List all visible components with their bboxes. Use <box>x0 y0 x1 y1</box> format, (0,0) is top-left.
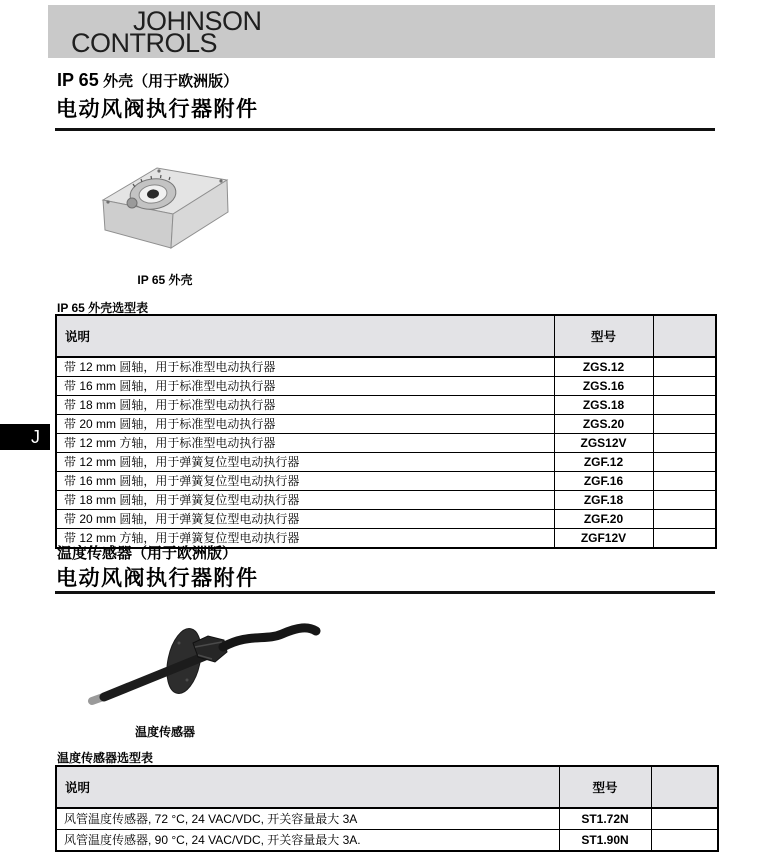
section2-divider-rule <box>55 591 715 594</box>
model-cell: ST1.72N <box>559 808 651 830</box>
model-cell: ZGS.12 <box>554 357 653 377</box>
description-cell: 带 18 mm 圆轴，用于标准型电动执行器 <box>56 396 554 415</box>
model-cell: ZGF12V <box>554 529 653 549</box>
model-cell: ZGF.16 <box>554 472 653 491</box>
ip65-enclosure-caption: IP 65 外壳 <box>137 273 193 287</box>
spring-return-actuator-rows <box>56 453 716 549</box>
logo-text-johnson: JOHNSON <box>133 6 262 36</box>
table-row <box>56 377 716 396</box>
sensor-table-label: 温度传感器选型表 <box>57 751 154 765</box>
section1-divider-rule <box>55 128 715 131</box>
extra-cell <box>653 491 716 510</box>
model-cell: ZGS.18 <box>554 396 653 415</box>
extra-cell <box>653 529 716 549</box>
description-cell: 带 16 mm 圆轴，用于标准型电动执行器 <box>56 377 554 396</box>
standard-actuator-rows <box>56 357 716 453</box>
table-row <box>56 357 716 377</box>
table-row <box>56 830 718 852</box>
model-cell: ZGS.20 <box>554 415 653 434</box>
extra-cell <box>653 510 716 529</box>
temperature-sensor-product-image <box>80 595 340 720</box>
description-cell: 带 12 mm 方轴，用于弹簧复位型电动执行器 <box>56 529 554 549</box>
model-cell: ZGS12V <box>554 434 653 453</box>
model-cell: ZGS.16 <box>554 377 653 396</box>
description-cell: 带 12 mm 圆轴，用于弹簧复位型电动执行器 <box>56 453 554 472</box>
extra-column-header <box>651 766 718 808</box>
description-cell: 带 18 mm 圆轴，用于弹簧复位型电动执行器 <box>56 491 554 510</box>
temperature-sensor-caption: 温度传感器 <box>134 725 195 739</box>
description-cell: 风管温度传感器, 90 °C, 24 VAC/VDC, 开关容量最大 3A. <box>56 830 559 852</box>
extra-cell <box>653 396 716 415</box>
ip65-selection-table <box>55 314 717 549</box>
extra-cell <box>653 472 716 491</box>
table-row <box>56 510 716 529</box>
sensor-selection-table <box>55 765 719 852</box>
section2-subtitle-cn: 温度传感器（用于欧洲版） <box>57 546 238 562</box>
table-row <box>56 472 716 491</box>
sensor-rows <box>56 808 718 851</box>
table-row <box>56 491 716 510</box>
extra-cell <box>653 357 716 377</box>
page-index-tab: J <box>0 424 50 450</box>
ip65-enclosure-product-image <box>95 158 235 258</box>
model-cell: ZGF.18 <box>554 491 653 510</box>
description-cell: 带 20 mm 圆轴，用于弹簧复位型电动执行器 <box>56 510 554 529</box>
table-row <box>56 415 716 434</box>
model-column-header: 型号 <box>559 766 651 808</box>
section1-title: 电动风阀执行器附件 <box>56 97 259 121</box>
model-column-header: 型号 <box>554 315 653 357</box>
extra-cell <box>653 377 716 396</box>
extra-cell <box>653 434 716 453</box>
extra-cell <box>653 453 716 472</box>
johnson-controls-logo <box>48 5 715 58</box>
table-row <box>56 396 716 415</box>
description-cell: 带 16 mm 圆轴，用于弹簧复位型电动执行器 <box>56 472 554 491</box>
section2-title: 电动风阀执行器附件 <box>56 566 259 590</box>
model-cell: ZGF.20 <box>554 510 653 529</box>
table-row <box>56 453 716 472</box>
logo-text-controls: CONTROLS <box>71 28 218 58</box>
ip65-table-label: IP 65 外壳选型表 <box>57 301 149 315</box>
description-cell: 风管温度传感器, 72 °C, 24 VAC/VDC, 开关容量最大 3A <box>56 808 559 830</box>
model-cell: ZGF.12 <box>554 453 653 472</box>
extra-cell <box>653 415 716 434</box>
description-cell: 带 12 mm 圆轴，用于标准型电动执行器 <box>56 357 554 377</box>
description-cell: 带 20 mm 圆轴，用于标准型电动执行器 <box>56 415 554 434</box>
model-cell: ST1.90N <box>559 830 651 852</box>
table-header-row <box>56 766 718 808</box>
table-header-row <box>56 315 716 357</box>
section1-subtitle <box>57 70 238 91</box>
extra-cell <box>651 830 718 852</box>
description-column-header: 说明 <box>56 766 559 808</box>
table-row <box>56 434 716 453</box>
section2-subtitle <box>57 542 237 563</box>
section1-subtitle-latin: IP 65 <box>57 70 99 90</box>
extra-column-header <box>653 315 716 357</box>
description-column-header: 说明 <box>56 315 554 357</box>
table-row <box>56 808 718 830</box>
extra-cell <box>651 808 718 830</box>
description-cell: 带 12 mm 方轴，用于标准型电动执行器 <box>56 434 554 453</box>
section1-subtitle-cn: 外壳（用于欧洲版） <box>103 74 239 90</box>
